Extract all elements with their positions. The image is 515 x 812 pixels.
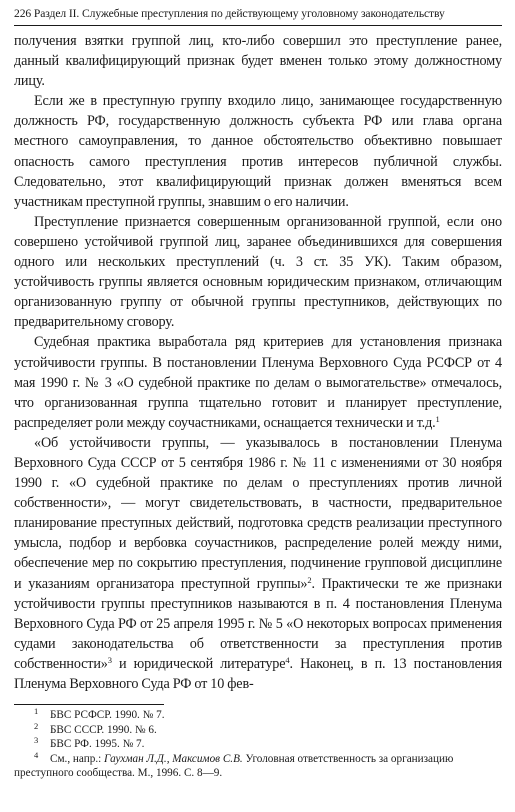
text-run: Судебная практика выработала ряд критериев для установления признака устойчивости группы. В постановлении Пленума Верховного Суда РСФСР от 4 мая 1990 г. № 3 «О судебной практике по делам о вымогательстве» отмечалось, что организованная группа тщательно готовит и планирует преступление, распределяет роли между соучастниками, оснащается технически и т.д. <box>14 334 502 431</box>
main-text <box>14 31 502 694</box>
running-header: 226 Раздел II. Служебные преступления по действующему уголовному законодательству <box>14 7 445 20</box>
text-run: Уголовная ответственность за организацию преступного сообщества. М., 1996. С. 8—9. <box>14 752 454 780</box>
footnote: 3 БВС РФ. 1995. № 7. <box>34 735 145 751</box>
footnote-ref: 4 <box>285 654 290 665</box>
text-run: БВС РФ. 1995. № 7. <box>50 738 145 751</box>
text-run: Преступление признается совершенным организованной группой, если оно совершено устойчивой группой лиц, заранее объединившихся для совершения одного или нескольких преступлений (ч. 3 ст. 35 УК). Таким образом, устойчивость группы является основным юридическим признаком, отличающим организованную группу от обычной группы преступников, действующих по предварительному сговору. <box>14 213 502 331</box>
text-run: получения взятки группой лиц, кто-либо совершил это преступление ранее, данный квалифицирующий признак будет вменен только этому должностному лицу. <box>14 33 502 90</box>
paragraph <box>14 31 502 91</box>
footnotes <box>14 708 502 781</box>
header-rule <box>14 25 502 26</box>
text-run: Если же в преступную группу входило лицо, занимающее государственную должность РФ, государственную должность субъекта РФ или глава органа местного самоуправления, то данное обстоятельство объективно повышает опасность самого преступления против интересов публичной службы. Следовательно, этот квалифицирующий признак должен вменяться всем участникам преступной группы, знавшим о его наличии. <box>14 93 502 210</box>
text-run: . Наконец, в п. 13 постановления Пленума Верховного Суда РФ от 10 фев- <box>14 655 502 692</box>
footnote: 4 См., напр.: Гаухман Л.Д., Максимов С.В. Уголовная ответственность за организацию преступного сообщества. М., 1996. С. 8—9. <box>14 749 454 780</box>
text-run: БВС РСФСР. 1990. № 7. <box>50 709 165 722</box>
author-names: Гаухман Л.Д., Максимов С.В. <box>104 752 243 765</box>
text-run: См., напр.: <box>50 752 105 765</box>
paragraph <box>14 91 502 212</box>
footnote-ref: 1 <box>435 413 440 424</box>
footnote-separator <box>14 704 164 705</box>
paragraph <box>14 433 502 694</box>
paragraph <box>14 212 502 333</box>
text-run: и юридической литературе <box>111 655 286 672</box>
footnote: 2 БВС СССР. 1990. № 6. <box>34 720 157 736</box>
footnote: 1 БВС РСФСР. 1990. № 7. <box>34 706 165 722</box>
text-run: БВС СССР. 1990. № 6. <box>50 723 157 736</box>
footnote-ref: 3 <box>107 654 112 665</box>
text-run: . Практически те же признаки устойчивости группы преступников называются в п. 4 постановления Пленума Верховного Суда РФ от 25 апреля 1995 г. № 5 «О некоторых вопросах применения судами законодательства об ответственности за преступления против собственности» <box>14 575 502 672</box>
text-run: «Об устойчивости группы, — указывалось в постановлении Пленума Верховного Суда СССР от 5 сентября 1986 г. № 11 с изменениями от 30 ноября 1990 г. «О судебной практике по делам о преступлениях против личной собственности», — могут свидетельствовать, в частности, предварительное планирование преступных действий, подготовка средств реализации преступного умысла, подбор и вербовка соучастников, распределение ролей между ними, обеспечение мер по сокрытию преступления, подчинение групповой дисциплине и указаниям организатора преступной группы» <box>14 434 502 592</box>
book-page <box>14 6 502 781</box>
paragraph <box>14 332 502 432</box>
footnote-ref: 2 <box>307 574 312 585</box>
